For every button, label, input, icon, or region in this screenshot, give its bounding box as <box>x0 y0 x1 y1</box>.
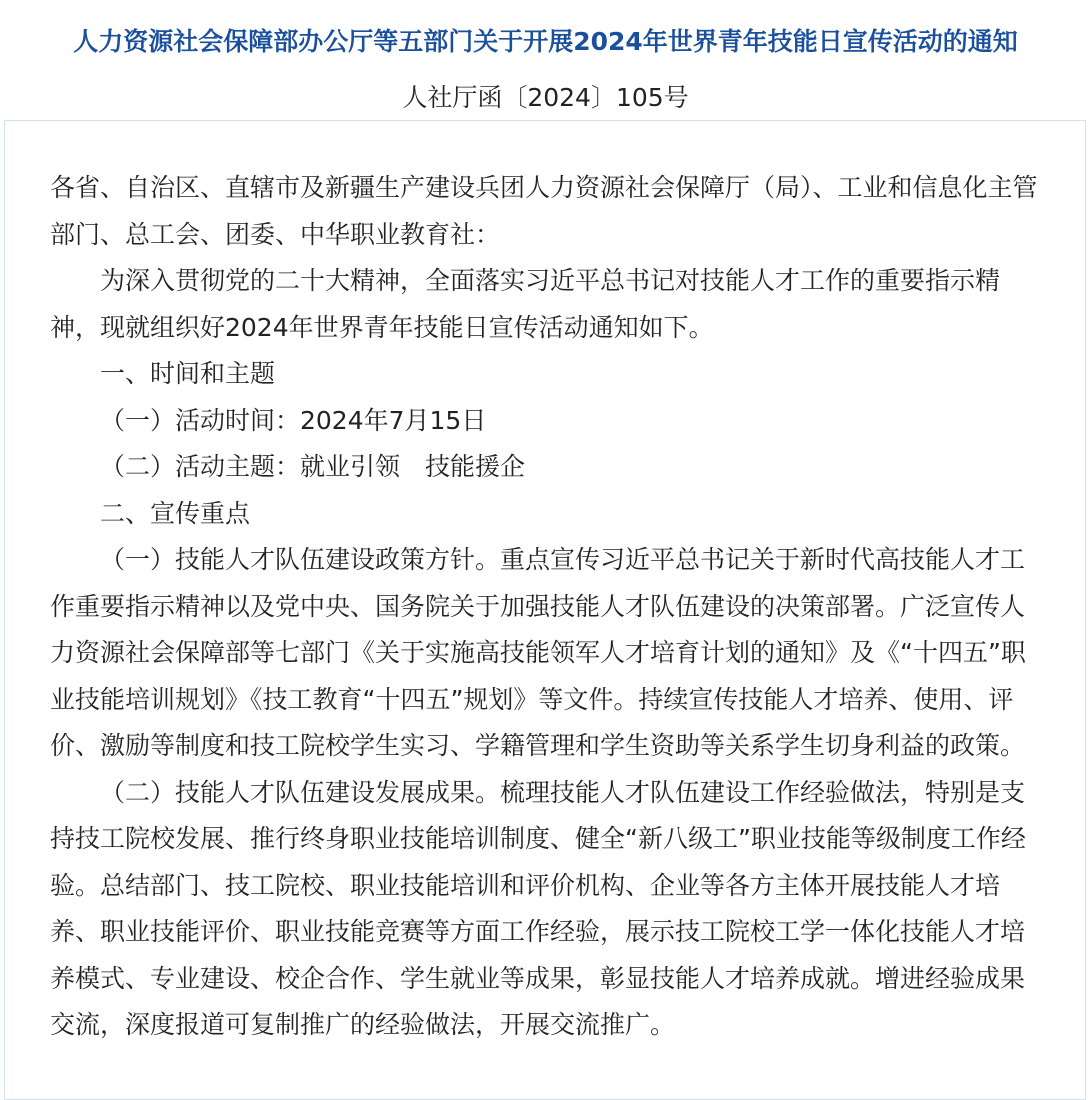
section-2-paragraph-1: （一）技能人才队伍建设政策方针。重点宣传习近平总书记关于新时代高技能人才工作重要指示精神以及党中央、国务院关于加强技能人才队伍建设的决策部署。广泛宣传人力资源社会保障部等七部门《关于实施高技能领军人才培育计划的通知》及《“十四五”职业技能培训规划》《技工教育“十四五”规划》等文件。持续宣传技能人才培养、使用、评价、激励等制度和技工院校学生实习、学籍管理和学生资助等关系学生切身利益的政策。 <box>50 545 1026 760</box>
section-1-item-1: （一）活动时间：2024年7月15日 <box>100 405 487 435</box>
section-2-paragraph-2: （二）技能人才队伍建设发展成果。梳理技能人才队伍建设工作经验做法，特别是支持技工院校发展、推行终身职业技能培训制度、健全“新八级工”职业技能等级制度工作经验。总结部门、技工院校、职业技能培训和评价机构、企业等各方主体开展技能人才培养、职业技能评价、职业技能竞赛等方面工作经验，展示技工院校工学一体化技能人才培养模式、专业建设、校企合作、学生就业等成果，彰显技能人才培养成就。增进经验成果交流，深度报道可复制推广的经验做法，开展交流推广。 <box>50 777 1026 1039</box>
document-body <box>50 165 1040 1049</box>
salutation: 各省、自治区、直辖市及新疆生产建设兵团人力资源社会保障厅（局）、工业和信息化主管部门、总工会、团委、中华职业教育社： <box>50 173 1038 249</box>
document-number: 人社厅函〔2024〕105号 <box>402 83 689 112</box>
document-title: 人力资源社会保障部办公厅等五部门关于开展2024年世界青年技能日宣传活动的通知 <box>73 27 1018 56</box>
section-1-item-2: （二）活动主题：就业引领 技能援企 <box>100 452 526 481</box>
section-heading-1: 一、时间和主题 <box>100 359 276 388</box>
intro-paragraph: 为深入贯彻党的二十大精神，全面落实习近平总书记对技能人才工作的重要指示精神，现就组织好2024年世界青年技能日宣传活动通知如下。 <box>50 266 1001 342</box>
section-heading-2: 二、宣传重点 <box>100 498 251 528</box>
